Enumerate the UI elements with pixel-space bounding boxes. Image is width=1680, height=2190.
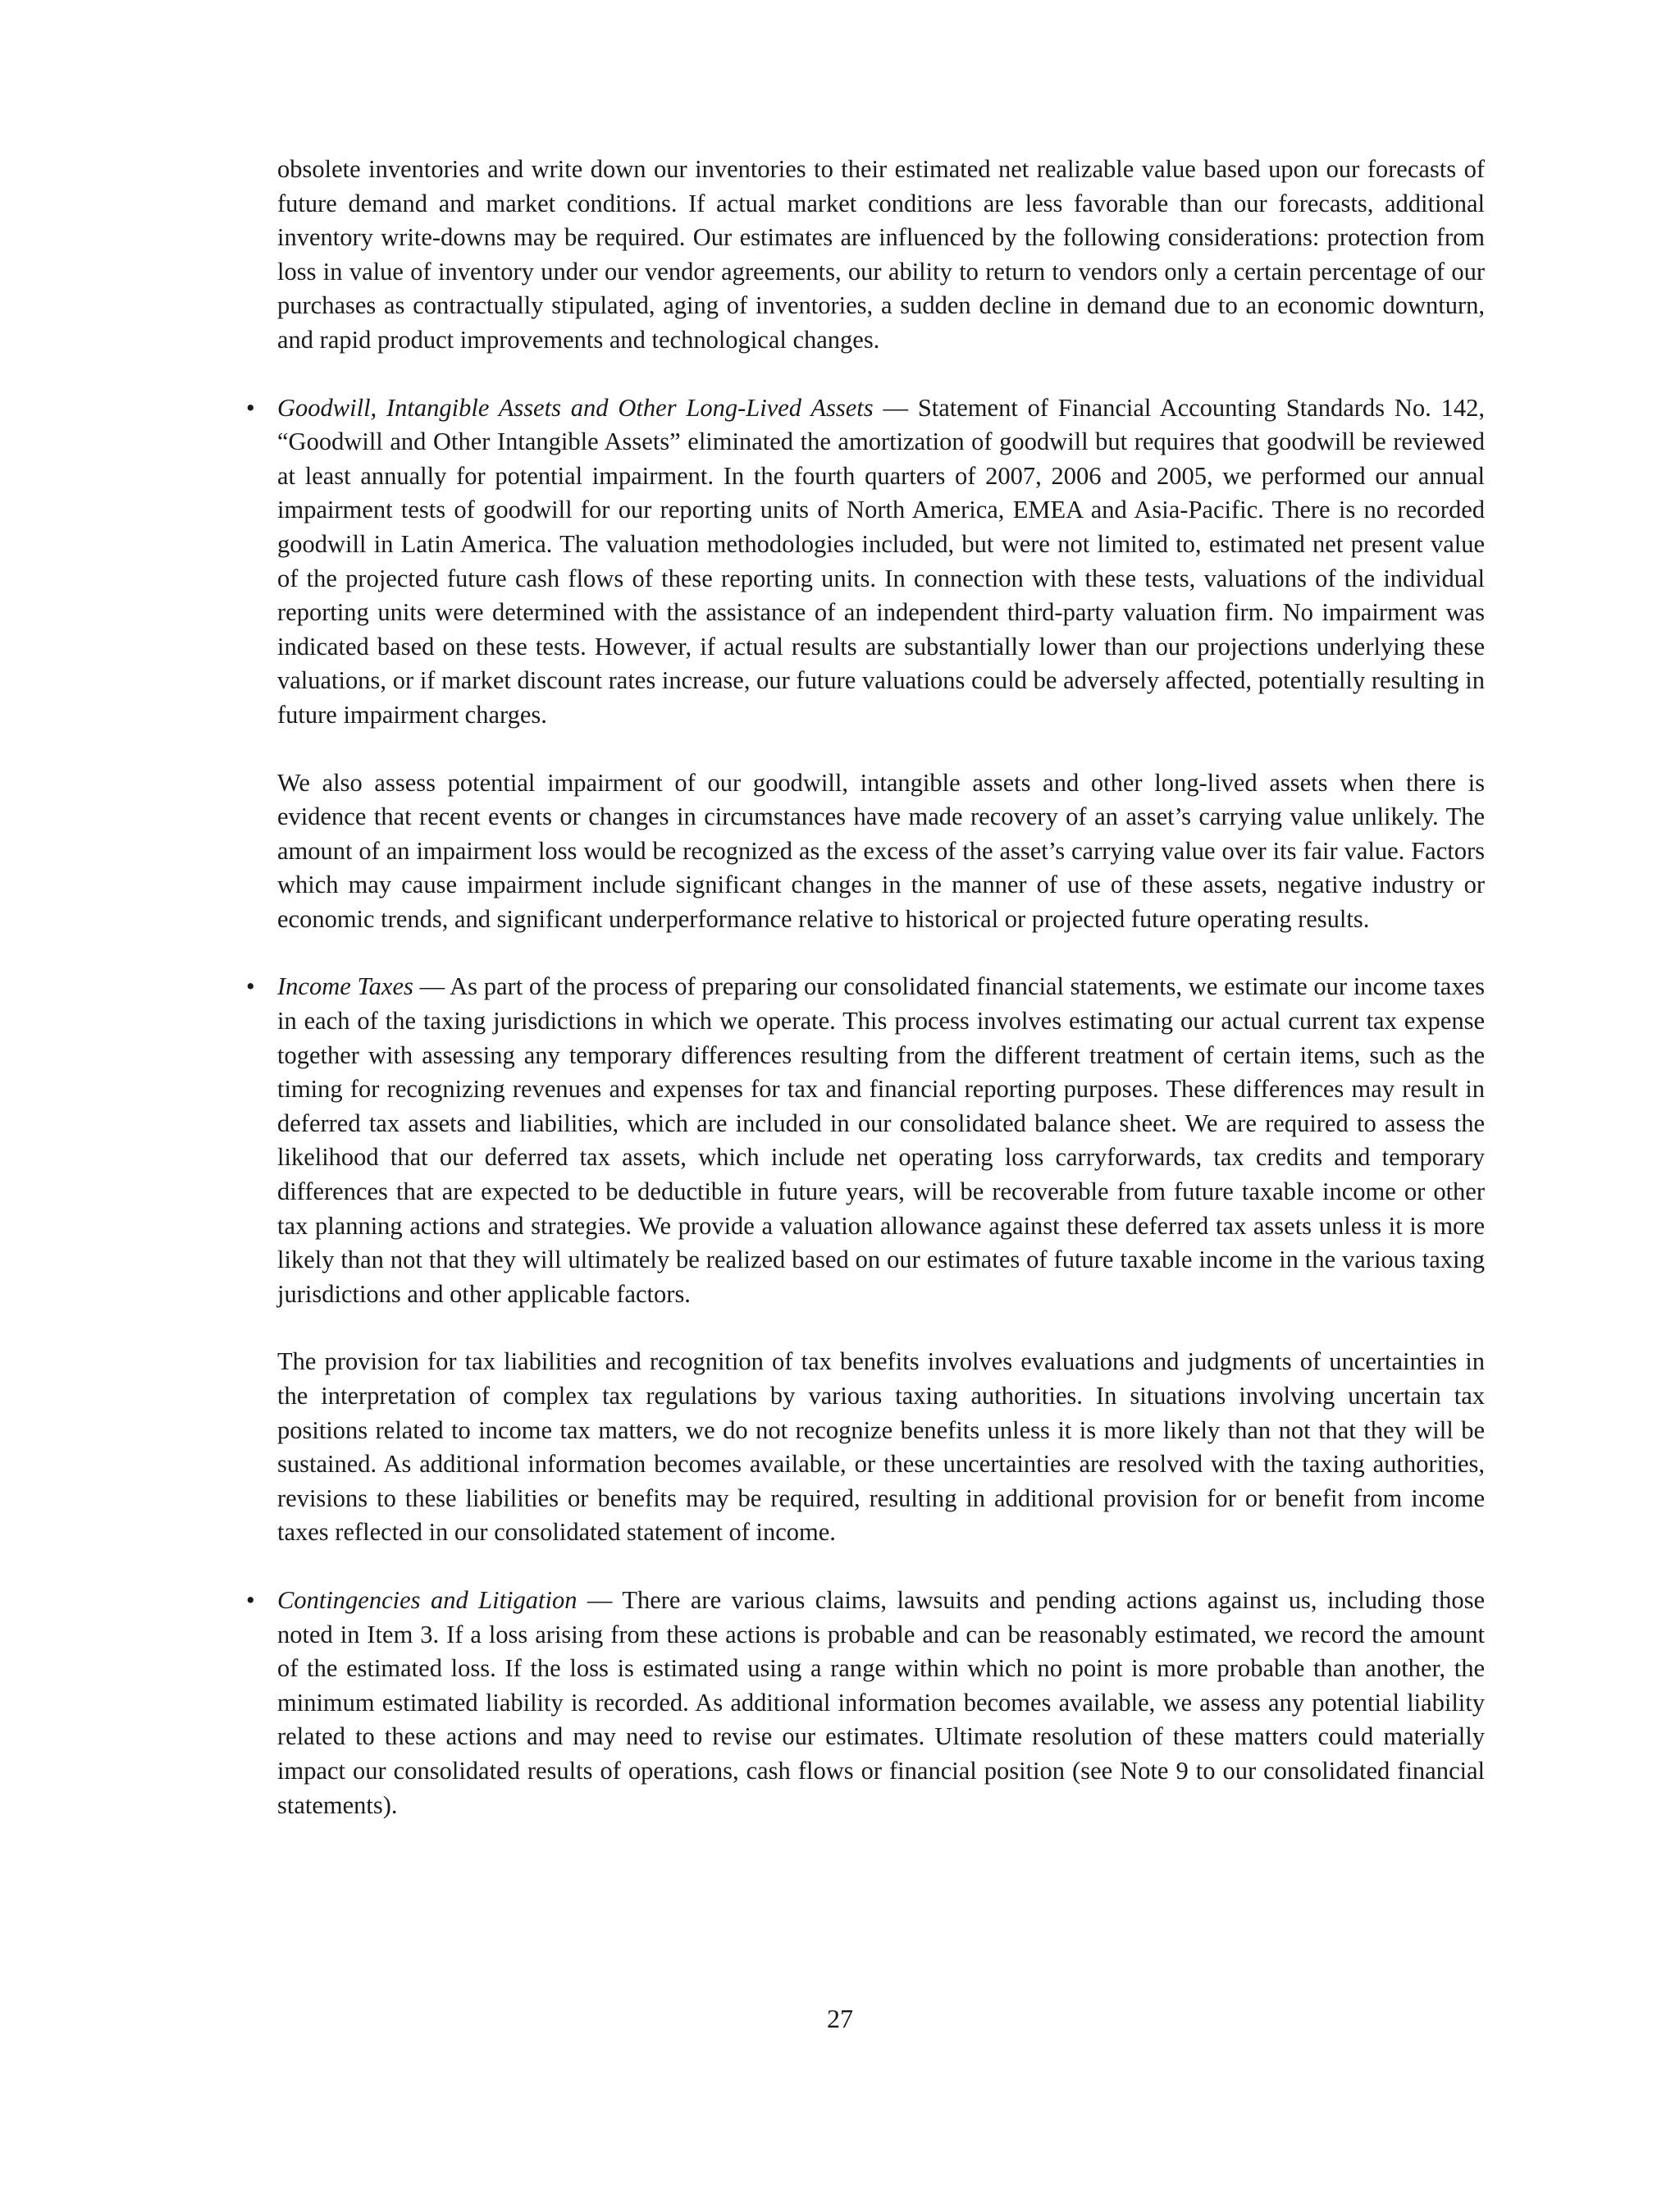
section-contingencies — [246, 1584, 1485, 1822]
section-goodwill — [246, 391, 1486, 937]
section-income-taxes — [246, 970, 1485, 1550]
document-page — [246, 153, 1486, 1856]
section-text: — As part of the process of preparing our consolidated financial statements, we estimate our income taxes in each of the taxing jurisdictions in which we operate. This process involves estimating our actual current tax expense together with assessing any temporary differences resulting from the different treatment of certain items, such as the timing for recognizing revenues and expenses for tax and financial reporting purposes. These differences may result in deferred tax assets and liabilities, which are included in our consolidated balance sheet. We are required to assess the likelihood that our deferred tax assets, which include net operating loss carryforwards, tax credits and temporary differences that are expected to be deductible in future years, will be recoverable from future taxable income or other tax planning actions and strategies. We provide a valuation allowance against these deferred tax assets unless it is more likely than not that they will ultimately be realized based on our estimates of future taxable income in the various taxing jurisdictions and other applicable factors. — [277, 972, 1485, 1308]
page-number: 27 — [827, 2004, 853, 2033]
section-title: Contingencies and Litigation — [277, 1585, 578, 1614]
section-paragraph — [277, 391, 1485, 733]
bullet-marker: • — [246, 393, 255, 422]
bullet-marker: • — [246, 972, 255, 1001]
continuation-paragraph: obsolete inventories and write down our inventories to their estimated net realizable value based upon our forecasts of future demand and market conditions. If actual market conditions are less favorable than our forecasts, additional inventory write-downs may be required. Our estimates are influenced by the following considerations: protection from loss in value of inventory under our vendor agreements, our ability to return to vendors only a certain percentage of our purchases as contractually stipulated, aging of inventories, a sudden decline in demand due to an economic downturn, and rapid product improvements and technological changes. — [277, 155, 1485, 354]
bullet-marker: • — [246, 1585, 255, 1614]
section-paragraph — [277, 970, 1485, 1311]
section-title: Income Taxes — [277, 972, 413, 1001]
section-additional-paragraph: The provision for tax liabilities and recognition of tax benefits involves evaluations and judgments of uncertainties in the interpretation of complex tax regulations by various taxing authorities. In situations involving uncertain tax positions related to income tax matters, we do not recognize benefits unless it is more likely than not that they will be sustained. As additional information becomes available, or these uncertainties are resolved with the taxing authorities, revisions to these liabilities or benefits may be required, resulting in additional provision for or benefit from income taxes reflected in our consolidated statement of income. — [277, 1347, 1485, 1547]
section-paragraph — [277, 1584, 1485, 1822]
section-additional-paragraph: We also assess potential impairment of our goodwill, intangible assets and other long-lived assets when there is evidence that recent events or changes in circumstances have made recovery of an asset’s carrying value unlikely. The amount of an impairment loss would be recognized as the excess of the asset’s carrying value over its fair value. Factors which may cause impairment include significant changes in the manner of use of these assets, negative industry or economic trends, and significant underperformance relative to historical or projected future operating results. — [277, 768, 1485, 933]
section-title: Goodwill, Intangible Assets and Other Long-Lived Assets — [277, 393, 874, 422]
section-text: — There are various claims, lawsuits and pending actions against us, including those noted in Item 3. If a loss arising from these actions is probable and can be reasonably estimated, we record the amount of the estimated loss. If the loss is estimated using a range within which no point is more probable than another, the minimum estimated liability is recorded. As additional information becomes available, we assess any potential liability related to these actions and may need to revise our estimates. Ultimate resolution of these matters could materially impact our consolidated results of operations, cash flows or financial position (see Note 9 to our consolidated financial statements). — [277, 1585, 1485, 1819]
section-text: — Statement of Financial Accounting Standards No. 142, “Goodwill and Other Intangible Assets” eliminated the amortization of goodwill but requires that goodwill be reviewed at least annually for potential impairment. In the fourth quarters of 2007, 2006 and 2005, we performed our annual impairment tests of goodwill for our reporting units of North America, EMEA and Asia-Pacific. There is no recorded goodwill in Latin America. The valuation methodologies included, but were not limited to, estimated net present value of the projected future cash flows of these reporting units. In connection with these tests, valuations of the individual reporting units were determined with the assistance of an independent third-party valuation firm. No impairment was indicated based on these tests. However, if actual results are substantially lower than our projections underlying these valuations, or if market discount rates increase, our future valuations could be adversely affected, potentially resulting in future impairment charges. — [277, 393, 1486, 729]
